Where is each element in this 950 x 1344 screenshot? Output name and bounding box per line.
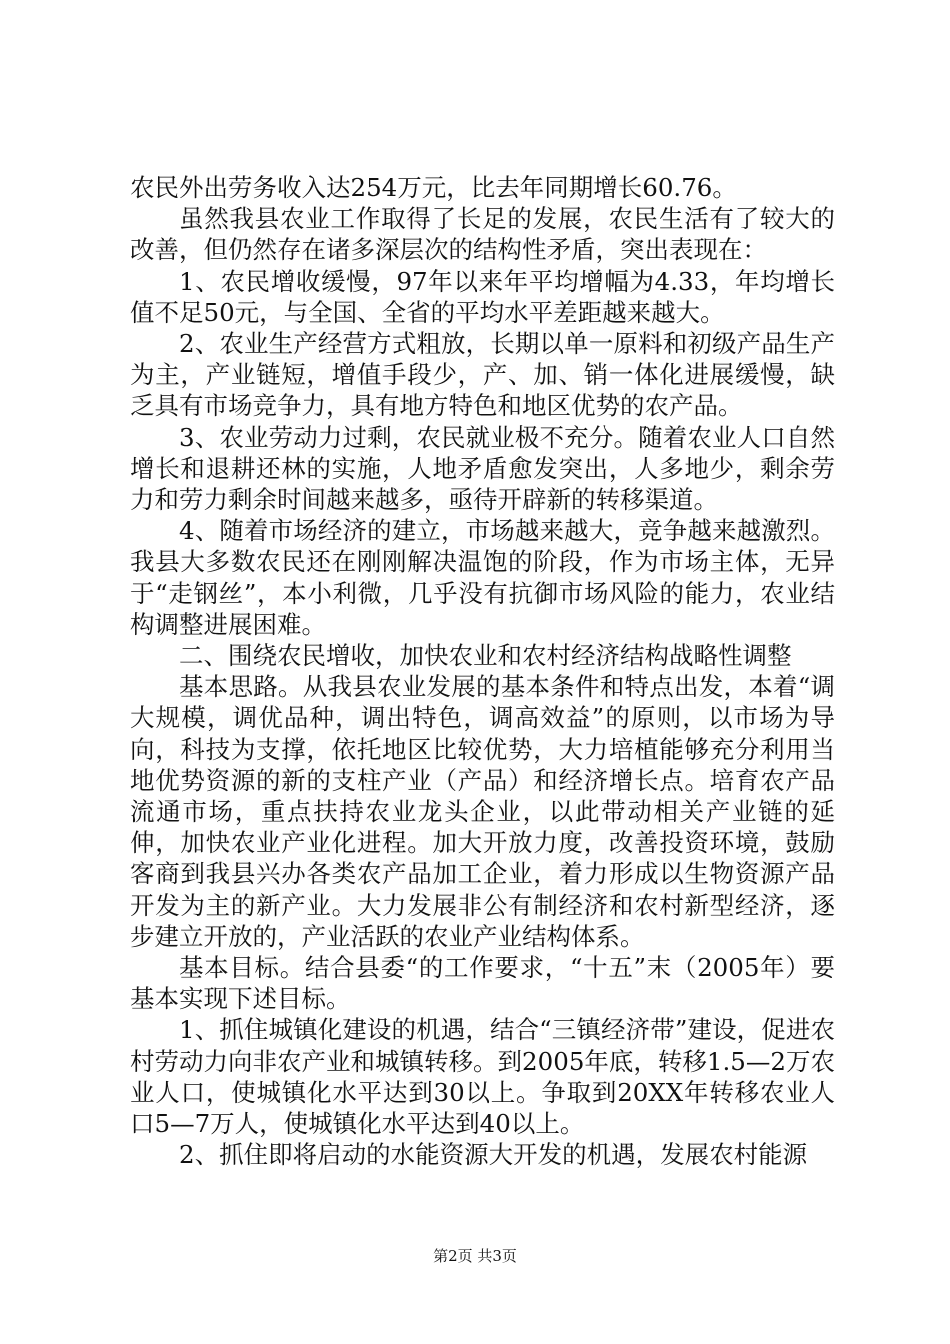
paragraph-basic-approach: 基本思路。从我县农业发展的基本条件和特点出发，本着“调大规模，调优品种，调出特色，调高效益”的原则，以市场为导向，科技为支撑，依托地区比较优势，大力培植能够充分利用当地优势资源的新的支柱产业（产品）和经济增长点。培育农产品流通市场，重点扶持农业龙头企业，以此带动相关产业链的延伸，加快农业产业化进程。加大开放力度，改善投资环境，鼓励客商到我县兴办各类农产品加工企业，着力形成以生物资源产品开发为主的新产业。大力发展非公有制经济和农村新型经济，逐步建立开放的，产业活跃的农业产业结构体系。 [130, 672, 835, 951]
page-number-footer: 第2页 共3页 [433, 1247, 517, 1265]
paragraph-1: 农民外出劳务收入达254万元，比去年同期增长60.76。 [130, 173, 737, 202]
paragraph-goal-1: 1、抓住城镇化建设的机遇，结合“三镇经济带”建设，促进农村劳动力向非农产业和城镇转移。到2005年底，转移1.5—2万农业人口，使城镇化水平达到30以上。争取到20XX年转移农业人口5—7万人，使城镇化水平达到40以上。 [130, 1015, 835, 1139]
paragraph-3: 1、农民增收缓慢，97年以来年平均增幅为4.33，年均增长值不足50元，与全国、全省的平均水平差距越来越大。 [130, 266, 835, 327]
paragraph-6: 4、随着市场经济的建立，市场越来越大，竞争越来越激烈。我县大多数农民还在刚刚解决温饱的阶段，作为市场主体，无异于“走钢丝”，本小利微，几乎没有抗御市场风险的能力，农业结构调整进展困难。 [130, 516, 835, 639]
document-body [130, 172, 835, 1171]
paragraph-5: 3、农业劳动力过剩，农民就业极不充分。随着农业人口自然增长和退耕还林的实施，人地矛盾愈发突出，人多地少，剩余劳力和劳力剩余时间越来越多，亟待开辟新的转移渠道。 [130, 422, 835, 515]
paragraph-2: 虽然我县农业工作取得了长足的发展，农民生活有了较大的改善，但仍然存在诸多深层次的结构性矛盾，突出表现在： [130, 204, 835, 265]
paragraph-goal-2: 2、抓住即将启动的水能资源大开发的机遇，发展农村能源 [179, 1140, 808, 1170]
section-heading: 二、围绕农民增收，加快农业和农村经济结构战略性调整 [179, 641, 792, 671]
paragraph-basic-goal: 基本目标。结合县委“的工作要求，“十五”末（2005年）要基本实现下述目标。 [130, 953, 835, 1014]
paragraph-4: 2、农业生产经营方式粗放，长期以单一原料和初级产品生产为主，产业链短，增值手段少，产、加、销一体化进展缓慢，缺乏具有市场竞争力，具有地方特色和地区优势的农产品。 [130, 329, 835, 421]
